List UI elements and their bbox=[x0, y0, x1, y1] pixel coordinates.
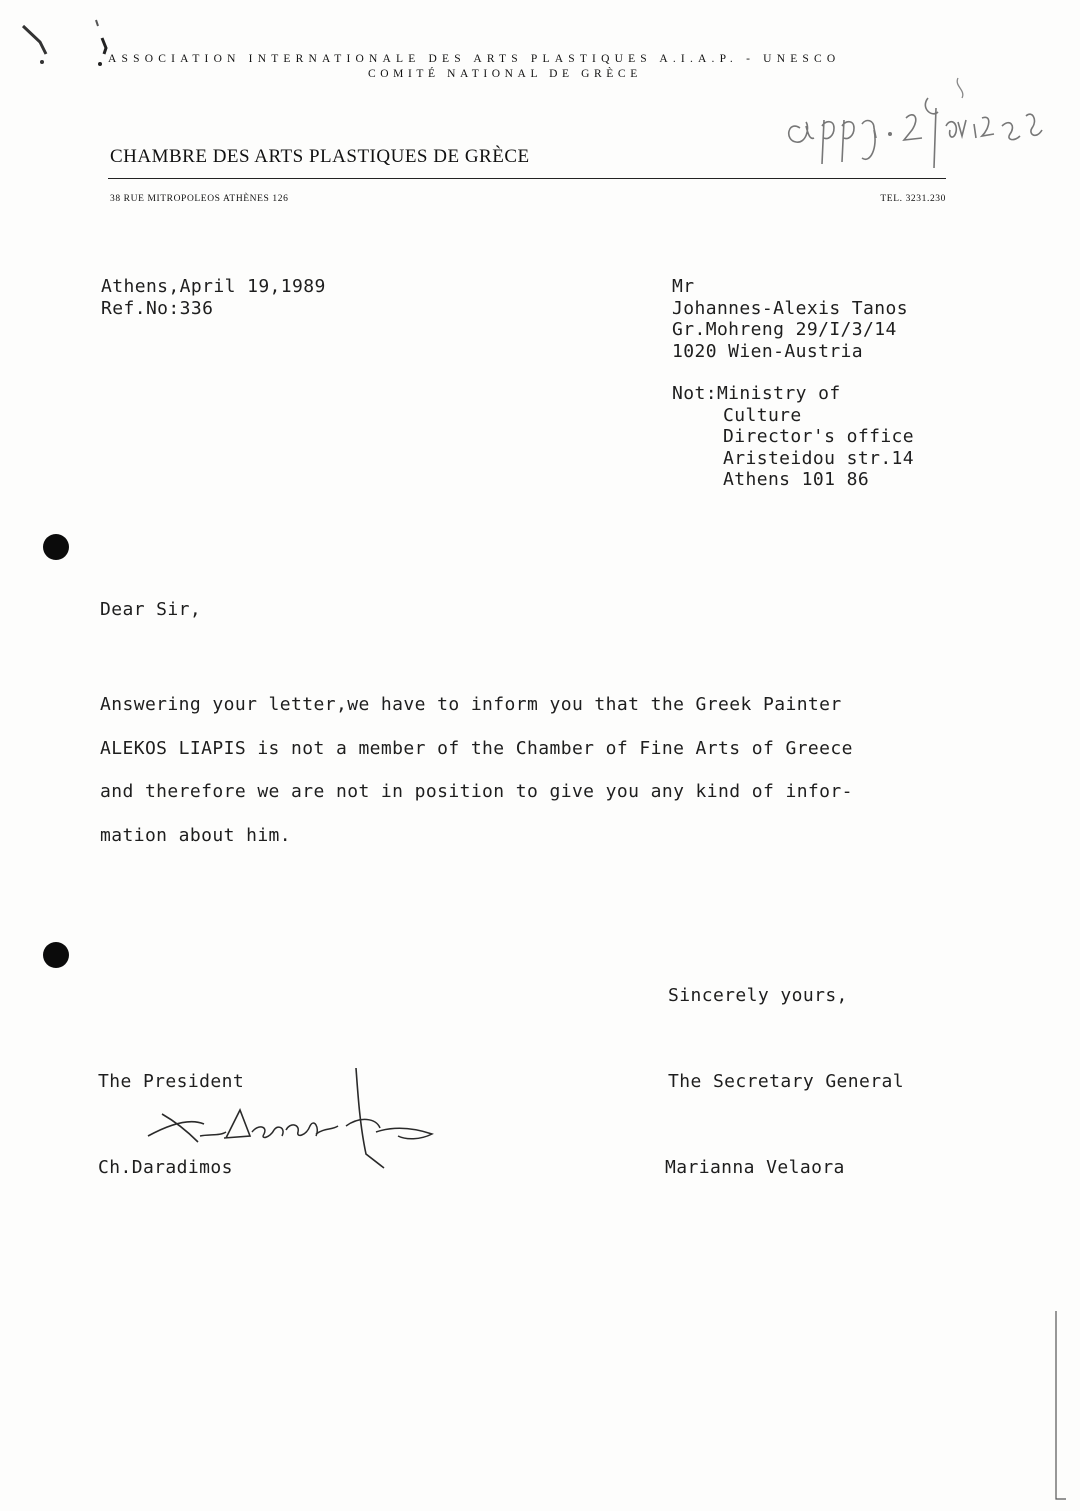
punch-hole bbox=[43, 942, 69, 968]
notification-label: Not:Ministry of bbox=[672, 383, 841, 404]
closing: Sincerely yours, bbox=[668, 985, 848, 1006]
recipient-address bbox=[672, 276, 908, 362]
chamber-name: CHAMBRE DES ARTS PLASTIQUES DE GRÈCE bbox=[110, 146, 530, 167]
recipient-line: Johannes-Alexis Tanos bbox=[672, 297, 908, 319]
notification-line: Aristeidou str.14 bbox=[723, 447, 915, 469]
punch-hole bbox=[43, 534, 69, 560]
recipient-line: Gr.Mohreng 29/I/3/14 bbox=[672, 319, 897, 340]
letter-date: Athens,April 19,1989 bbox=[101, 276, 326, 297]
reference-number: Ref.No:336 bbox=[101, 297, 214, 319]
letterhead-telephone: TEL. 3231.230 bbox=[880, 194, 946, 204]
notification-line: Director's office bbox=[723, 426, 915, 447]
letterhead-rule bbox=[108, 178, 946, 179]
handwritten-annotation bbox=[770, 68, 1060, 178]
notification-line: Culture bbox=[723, 404, 802, 426]
president-title: The President bbox=[98, 1071, 245, 1092]
body-line: Answering your letter,we have to inform you that the Greek Painter bbox=[100, 694, 842, 715]
letter-body bbox=[100, 683, 853, 857]
body-line: ALEKOS LIAPIS is not a member of the Chamber of Fine Arts of Greece bbox=[100, 737, 853, 759]
association-header: ASSOCIATION INTERNATIONALE DES ARTS PLASTIQUES A.I.A.P. - UNESCO bbox=[108, 53, 841, 65]
date-and-reference bbox=[101, 276, 326, 319]
salutation: Dear Sir, bbox=[100, 599, 202, 620]
body-line: and therefore we are not in position to give you any kind of infor- bbox=[100, 781, 853, 802]
scan-specks bbox=[18, 14, 108, 74]
president-signature bbox=[140, 1066, 440, 1176]
national-committee-header: COMITÉ NATIONAL DE GRÈCE bbox=[368, 68, 642, 80]
notification-copy bbox=[672, 383, 914, 491]
president-name: Ch.Daradimos bbox=[98, 1157, 233, 1178]
recipient-line: 1020 Wien-Austria bbox=[672, 340, 864, 362]
recipient-line: Mr bbox=[672, 276, 695, 297]
body-line: mation about him. bbox=[100, 824, 292, 846]
secretary-title: The Secretary General bbox=[668, 1071, 904, 1092]
secretary-name: Marianna Velaora bbox=[665, 1157, 845, 1178]
scan-edge-mark bbox=[1036, 1311, 1066, 1511]
letterhead-address: 38 RUE MITROPOLEOS ATHÈNES 126 bbox=[110, 194, 289, 204]
notification-line: Athens 101 86 bbox=[723, 469, 870, 490]
